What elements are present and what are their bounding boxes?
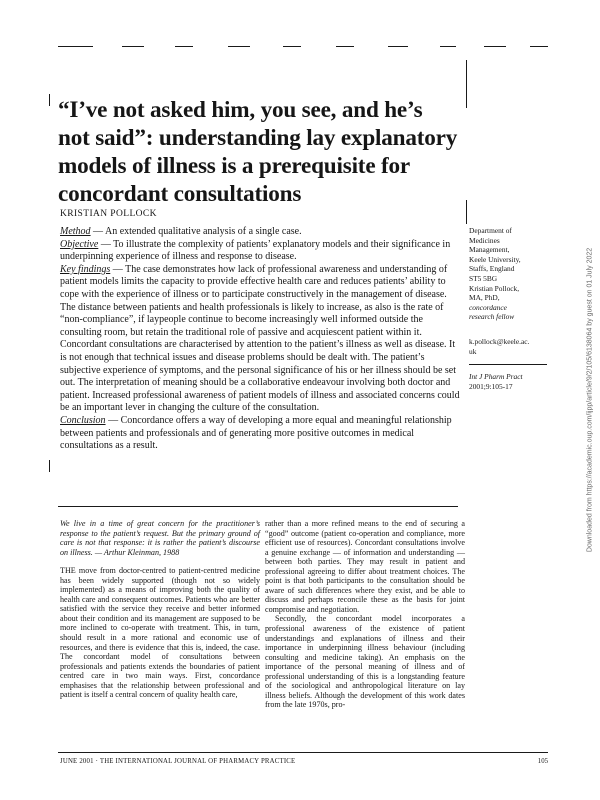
objective-text: — To illustrate the complexity of patients’ explanatory models and their significance in underpinning experience of illness and response to disease.	[60, 238, 451, 263]
sidebar-rule	[469, 364, 547, 365]
abstract-method	[60, 226, 460, 239]
affiliation-line: Management,	[469, 245, 510, 255]
body-column-left	[60, 519, 260, 700]
article-title	[58, 96, 458, 208]
method-label: Method	[60, 226, 91, 237]
affiliation-line: Department of	[469, 226, 512, 235]
journal-ref	[469, 372, 547, 391]
body-paragraph: Secondly, the concordant model incorporates a professional awareness of the existence of patient understandings and explanations of illness and their importance in underpinning illness behaviour (including consulting and medicine taking). An emphasis on the importance of the personal meaning of illness and of professional understanding of this is a longstanding feature of the sociological and anthropological literature on lay illness beliefs. Although the development of this work dates from the late 1970s, pro-	[265, 614, 465, 710]
email-line: uk	[469, 346, 477, 356]
header-rule	[530, 46, 548, 47]
affiliation-line: Medicines	[469, 235, 500, 245]
findings-text: — The case demonstrates how lack of professional awareness and understanding of patient models limits the capacity to provide effective health care and reduces patients’ ability to cope with the experience of illness or to participate constructively in the management of disease. The distance between patients and health professionals is likely to increase, as also is the rate of “non-compliance”, if laypeople continue to become increasingly well informed outside the consulting room, but retain the traditional role of passive and acquiescent patient within it. Concordant consultations are characterised by attention to the patient’s illness as well as disease. It is not enough that technical issues and disease problems should be dealt with. The patient’s subjective experience of symptoms, and the personal significance of his or her illness should be set out. The interpretation of meaning should be a collaborative endeavour involving both doctor and patient. Increased professional awareness of patient models of illness and associated concerns could be an important lever in changing the culture of the consultation.	[60, 263, 460, 414]
header-rule	[58, 46, 93, 47]
affiliation-line: Staffs, England	[469, 264, 515, 274]
running-footer: JUNE 2001 · THE INTERNATIONAL JOURNAL OF PHARMACY PRACTICE	[60, 758, 296, 765]
journal-citation: 2001;9:105-17	[469, 381, 513, 391]
title-line: not said”: understanding lay explanatory	[58, 125, 458, 151]
affiliation-line: ST5 5BG	[469, 273, 498, 283]
email-line: k.pollock@keele.ac.	[469, 337, 530, 346]
body-column-right	[265, 519, 465, 710]
abstract-bottom-rule	[58, 506, 458, 507]
conclusion-text: — Concordance offers a way of developing a more equal and meaningful relationship between patients and professionals and of generating more positive outcomes in medical consultations as a result.	[60, 414, 452, 452]
title-line: concordant consultations	[58, 181, 302, 207]
journal-name: Int J Pharm Pract	[469, 372, 523, 381]
abstract	[60, 226, 460, 453]
body-paragraph: THE move from doctor-centred to patient-centred medicine has been widely supported (though not so widely implemented) as a means of improving both the quality of health care and consequent outcomes. Patients who are better satisfied with the service they receive and better informed about their condition and its management are supposed to be more inclined to co-operate with treatment. This, in turn, should result in a more rational and economic use of resources, and there is evidence that this is, indeed, the case. The concordant model of consultations between professionals and patients extends the boundaries of patient centred care in two main ways. First, concordance emphasises that the relationship between professional and patient is itself a central concern of quality health care,	[60, 566, 260, 700]
abstract-conclusion	[60, 415, 460, 453]
affiliation-line: concordance	[469, 302, 507, 312]
findings-label: Key findings	[60, 263, 111, 275]
affiliation-line: research fellow	[469, 312, 515, 322]
objective-label: Objective	[60, 238, 99, 250]
header-rule	[484, 46, 506, 47]
right-margin-rule	[466, 60, 467, 108]
conclusion-label: Conclusion	[60, 414, 106, 426]
download-note: Downloaded from https://academic.oup.com/ijpp/article/9/2/105/6138064 by guest on 01 July 2022	[586, 247, 594, 553]
header-rule	[388, 46, 408, 47]
left-margin-rule	[49, 94, 50, 106]
affiliation-line: MA, PhD,	[469, 293, 500, 303]
affiliation-block	[469, 226, 547, 322]
page-number: 105	[537, 758, 548, 765]
footer-rule	[58, 752, 548, 753]
header-rule	[228, 46, 250, 47]
email-block	[469, 337, 547, 356]
abstract-left-rule	[49, 460, 50, 472]
header-rule	[175, 46, 193, 47]
affiliation-line: Keele University,	[469, 254, 521, 264]
epigraph: We live in a time of great concern for the practitioner’s response to the patient’s request. But the primary ground of care is not that response: it is rather the patient’s discourse on illness. — Arthur Kleinman, 1988	[60, 519, 260, 557]
title-line: models of illness is a prerequisite for	[58, 153, 411, 179]
right-margin-rule	[466, 200, 467, 224]
affiliation-line: Kristian Pollock,	[469, 283, 520, 293]
abstract-findings	[60, 264, 460, 415]
title-line: “I’ve not asked him, you see, and he’s	[58, 97, 423, 123]
abstract-objective	[60, 239, 460, 264]
body-paragraph: rather than a more refined means to the end of securing a “good” outcome (patient co-operation and compliance, more efficient use of resources). Concordant consultations involve a genuine exchange — of information and understanding — between both parties. They may result in patient and professional agreeing to differ about treatment choices. The point is that both participants to the consultation should be aware of such differences where they exist, and be able to discuss and perhaps reconcile these as the basis for joint compromise and negotiation.	[265, 519, 465, 614]
header-rule	[336, 46, 354, 47]
method-text: — An extended qualitative analysis of a single case.	[90, 226, 302, 237]
header-rule	[283, 46, 301, 47]
header-rule	[440, 46, 456, 47]
author-name: KRISTIAN POLLOCK	[60, 209, 157, 219]
header-rule	[122, 46, 144, 47]
